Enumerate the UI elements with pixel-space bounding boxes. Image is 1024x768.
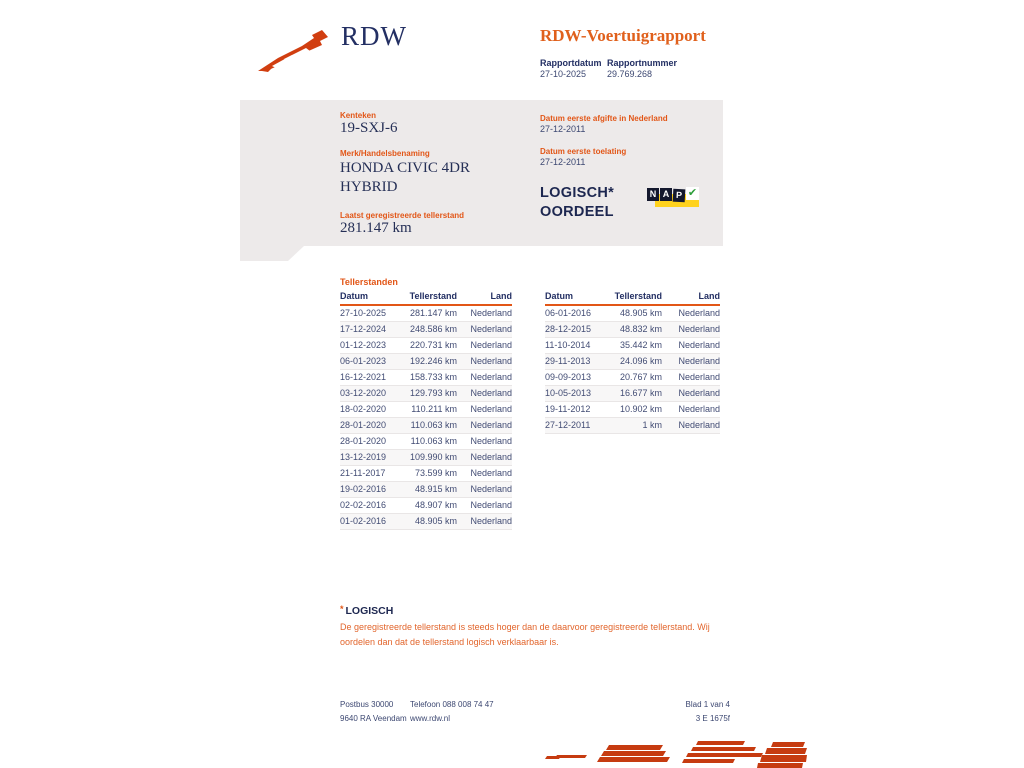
nap-letter-a: A <box>660 188 672 201</box>
table-cell: 158.733 km <box>409 372 457 382</box>
table-row <box>545 306 720 322</box>
table-cell: Nederland <box>470 420 512 430</box>
column-header-land: Land <box>490 291 512 301</box>
table-cell: Nederland <box>470 388 512 398</box>
report-number-label: Rapportnummer <box>607 58 678 68</box>
kenteken-label: Kenteken <box>340 111 377 120</box>
table-cell: Nederland <box>470 468 512 478</box>
table-row <box>340 354 512 370</box>
table-cell: 35.442 km <box>619 340 662 350</box>
table-cell: 248.586 km <box>409 324 457 334</box>
table-row <box>340 482 512 498</box>
table-cell: Nederland <box>470 356 512 366</box>
table-cell: Nederland <box>470 404 512 414</box>
table-cell: 1 km <box>642 420 662 430</box>
table-row <box>340 306 512 322</box>
table-cell: 01-02-2016 <box>340 516 387 526</box>
table-cell: Nederland <box>470 324 512 334</box>
footnote-text: De geregistreerde tellerstand is steeds hoger dan de daarvoor geregistreerde tellerstand. Wij oordelen dan dat de tellerstand logisch verklaarbaar is. <box>340 622 710 647</box>
summary-panel-tail <box>240 246 304 261</box>
table-row <box>340 450 512 466</box>
table-cell: Nederland <box>678 420 720 430</box>
tellerstanden-section-title: Tellerstanden <box>340 277 398 287</box>
oordeel-line1: LOGISCH* <box>540 185 615 201</box>
table-cell: 48.915 km <box>414 484 457 494</box>
report-title: RDW-Voertuigrapport <box>540 26 706 45</box>
table-cell: 17-12-2024 <box>340 324 387 334</box>
table-cell: 16.677 km <box>619 388 662 398</box>
table-cell: Nederland <box>470 484 512 494</box>
toelating-label: Datum eerste toelating <box>540 147 627 156</box>
table-cell: 13-12-2019 <box>340 452 387 462</box>
table-cell: 48.907 km <box>414 500 457 510</box>
table-header-row <box>545 290 720 306</box>
tellerstanden-table-right <box>545 290 720 434</box>
toelating-value: 27-12-2011 <box>540 157 586 167</box>
table-cell: 19-11-2012 <box>545 404 591 414</box>
table-cell: Nederland <box>470 436 512 446</box>
table-cell: 16-12-2021 <box>340 372 387 382</box>
table-cell: 10-05-2013 <box>545 388 592 398</box>
table-row <box>545 418 720 434</box>
column-header-tellerstand: Tellerstand <box>409 291 457 301</box>
column-header-datum: Datum <box>545 291 574 301</box>
afgifte-label: Datum eerste afgifte in Nederland <box>540 114 668 123</box>
table-cell: Nederland <box>678 404 720 414</box>
table-cell: 281.147 km <box>409 308 457 318</box>
footer-website: www.rdw.nl <box>410 714 451 723</box>
table-cell: 09-09-2013 <box>545 372 592 382</box>
table-cell: Nederland <box>470 372 512 382</box>
rdw-logo-text: RDW <box>341 21 407 51</box>
table-cell: 03-12-2020 <box>340 388 387 398</box>
table-cell: 27-10-2025 <box>340 308 387 318</box>
table-cell: 19-02-2016 <box>340 484 387 494</box>
nap-letter-p: P <box>673 189 686 203</box>
table-row <box>340 386 512 402</box>
column-header-land: Land <box>698 291 720 301</box>
table-cell: 48.832 km <box>619 324 662 334</box>
table-cell: 02-02-2016 <box>340 500 387 510</box>
footnote-heading <box>340 604 393 617</box>
table-cell: 110.063 km <box>410 436 457 446</box>
table-cell: 220.731 km <box>409 340 457 350</box>
table-cell: Nederland <box>470 308 512 318</box>
table-cell: 48.905 km <box>414 516 457 526</box>
table-header-row <box>340 290 512 306</box>
table-row <box>545 338 720 354</box>
table-cell: 28-01-2020 <box>340 436 387 446</box>
footer-doc-code: 3 E 1675f <box>695 714 730 723</box>
merk-value: HONDA CIVIC 4DR HYBRID <box>340 160 471 195</box>
footnote-title: LOGISCH <box>345 605 394 617</box>
table-cell: 06-01-2023 <box>340 356 387 366</box>
table-cell: Nederland <box>470 452 512 462</box>
table-cell: Nederland <box>678 324 720 334</box>
footer-address-line1: Postbus 30000 <box>340 700 394 709</box>
table-cell: 27-12-2011 <box>545 420 591 430</box>
tellerstanden-table-left <box>340 290 512 530</box>
oordeel-line2: OORDEEL <box>540 204 614 220</box>
table-row <box>340 466 512 482</box>
tellerstand-label: Laatst geregistreerde tellerstand <box>340 211 465 220</box>
table-cell: 28-12-2015 <box>545 324 592 334</box>
table-row <box>545 370 720 386</box>
table-cell: 129.793 km <box>409 388 457 398</box>
table-cell: Nederland <box>678 308 720 318</box>
footnote-asterisk: * <box>340 604 344 614</box>
rdw-bird-icon <box>256 28 332 72</box>
table-cell: 110.063 km <box>410 420 457 430</box>
table-row <box>340 418 512 434</box>
table-body <box>545 306 720 434</box>
footer-page-number: Blad 1 van 4 <box>685 700 730 709</box>
table-cell: 10.902 km <box>619 404 662 414</box>
table-row <box>545 402 720 418</box>
report-date-value: 27-10-2025 <box>540 69 587 79</box>
table-row <box>545 386 720 402</box>
nap-logo <box>647 185 701 211</box>
nap-letter-n: N <box>647 188 659 201</box>
table-cell: 29-11-2013 <box>545 356 591 366</box>
table-cell: Nederland <box>678 388 720 398</box>
table-body <box>340 306 512 530</box>
table-row <box>340 322 512 338</box>
table-row <box>340 370 512 386</box>
table-cell: Nederland <box>678 372 720 382</box>
table-cell: 21-11-2017 <box>340 468 386 478</box>
report-date-label: Rapportdatum <box>540 58 602 68</box>
table-row <box>340 402 512 418</box>
column-header-tellerstand: Tellerstand <box>614 291 662 301</box>
table-row <box>545 354 720 370</box>
column-header-datum: Datum <box>340 291 369 301</box>
table-row <box>340 514 512 530</box>
table-row <box>340 338 512 354</box>
table-row <box>340 498 512 514</box>
kenteken-value: 19-SXJ-6 <box>340 120 398 136</box>
merk-label: Merk/Handelsbenaming <box>340 149 430 158</box>
tellerstand-value: 281.147 km <box>340 220 412 236</box>
oordeel-verdict <box>540 184 614 222</box>
table-cell: 28-01-2020 <box>340 420 387 430</box>
table-cell: 06-01-2016 <box>545 308 592 318</box>
table-cell: 18-02-2020 <box>340 404 387 414</box>
table-cell: Nederland <box>678 340 720 350</box>
table-row <box>545 322 720 338</box>
afgifte-value: 27-12-2011 <box>540 124 586 134</box>
table-cell: Nederland <box>678 356 720 366</box>
table-cell: Nederland <box>470 500 512 510</box>
table-cell: 24.096 km <box>619 356 662 366</box>
table-cell: 110.211 km <box>411 404 457 414</box>
table-row <box>340 434 512 450</box>
table-cell: Nederland <box>470 340 512 350</box>
decorative-stripes-graphic <box>545 736 807 768</box>
nap-checkmark-icon: ✔ <box>687 187 698 199</box>
footer-phone: Telefoon 088 008 74 47 <box>410 700 494 709</box>
footer-address-line2: 9640 RA Veendam <box>340 714 407 723</box>
table-cell: 20.767 km <box>619 372 662 382</box>
table-cell: Nederland <box>470 516 512 526</box>
table-cell: 11-10-2014 <box>545 340 591 350</box>
report-number-value: 29.769.268 <box>607 69 653 79</box>
table-cell: 109.990 km <box>409 452 457 462</box>
table-cell: 192.246 km <box>409 356 457 366</box>
table-cell: 48.905 km <box>619 308 662 318</box>
table-cell: 73.599 km <box>414 468 457 478</box>
table-cell: 01-12-2023 <box>340 340 387 350</box>
